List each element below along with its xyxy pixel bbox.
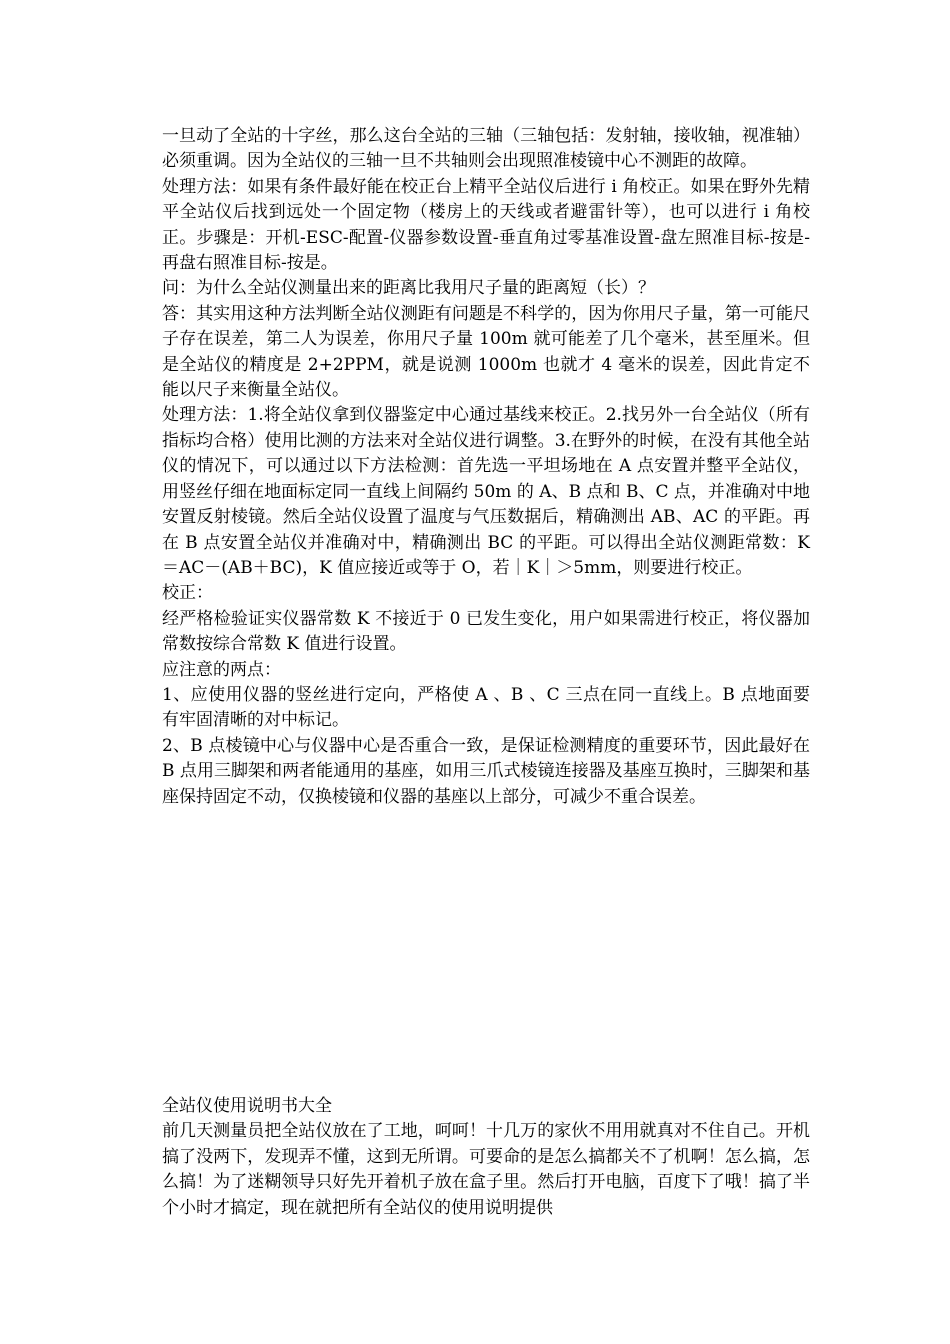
paragraph-note-2: 2、B 点棱镜中心与仪器中心是否重合一致，是保证检测精度的重要环节，因此最好在 B 点用三脚架和两者能通用的基座，如用三爪式棱镜连接器及基座互换时，三脚架和基座保持固定不动，仅换棱镜和仪器的基座以上部分，可减少不重合误差。: [162, 735, 810, 807]
section-title: 全站仪使用说明书大全: [162, 1096, 332, 1116]
paragraph-correction-body: 经严格检验证实仪器常数 K 不接近于 0 已发生变化，用户如果需进行校正，将仪器加常数按综合常数 K 值进行设置。: [162, 608, 810, 655]
paragraph-question: 问：为什么全站仪测量出来的距离比我用尺子量的距离短（长）？: [162, 278, 655, 299]
paragraph-notes-heading: 应注意的两点：: [162, 659, 281, 680]
main-text-block: [162, 124, 810, 810]
paragraph-intro: 前几天测量员把全站仪放在了工地，呵呵！十几万的家伙不用用就真对不住自己。开机搞了没两下，发现弄不懂，这到无所谓。可要命的是怎么搞都关不了机啊！怎么搞，怎么搞！为了迷糊领导只好先开着机子放在盒子里。然后打开电脑，百度下了哦！搞了半个小时才搞定，现在就把所有全站仪的使用说明提供: [162, 1121, 810, 1218]
paragraph-calibration-method: 处理方法：1.将全站仪拿到仪器鉴定中心通过基线来校正。2.找另外一台全站仪（所有指标均合格）使用比测的方法来对全站仪进行调整。3.在野外的时候，在没有其他全站仪的情况下，可以通过以下方法检测：首先选一平坦场地在 A 点安置并整平全站仪，用竖丝仔细在地面标定同一直线上间隔约 50m 的 A、B 点和 B、C 点，并准确对中地安置反射棱镜。然后全站仪设置了温度与气压数据后，精确测出 AB、AC 的平距。再在 B 点安置全站仪并准确对中，精确测出 BC 的平距。可以得出全站仪测距常数：K＝AC－(AB＋BC)，K 值应接近或等于 O，若｜K｜＞5mm，则要进行校正。: [162, 405, 810, 578]
manual-section: [162, 1094, 810, 1221]
paragraph-i-angle-method: 处理方法：如果有条件最好能在校正台上精平全站仪后进行 i 角校正。如果在野外先精平全站仪后找到远处一个固定物（楼房上的天线或者避雷针等），也可以进行 i 角校正。步骤是：开机-ESC-配置-仪器参数设置-垂直角过零基准设置-盘左照准目标-按是-再盘右照准目标-按是。: [162, 176, 810, 274]
paragraph-correction-heading: 校正：: [162, 583, 213, 604]
paragraph-note-1: 1、应使用仪器的竖丝进行定向，严格使 A 、B 、C 三点在同一直线上。B 点地面要有牢固清晰的对中标记。: [162, 684, 810, 731]
paragraph-axis-adjustment: 一旦动了全站的十字丝，那么这台全站的三轴（三轴包括：发射轴，接收轴，视准轴）必须重调。因为全站仪的三轴一旦不共轴则会出现照准棱镜中心不测距的故障。: [162, 126, 810, 172]
paragraph-answer: 答：其实用这种方法判断全站仪测距有问题是不科学的，因为你用尺子量，第一可能尺子存在误差，第二人为误差，你用尺子量 100m 就可能差了几个毫米，甚至厘米。但是全站仪的精度是 2+2PPM，就是说测 1000m 也就才 4 毫米的误差，因此肯定不能以尺子来衡量全站仪。: [162, 303, 810, 401]
